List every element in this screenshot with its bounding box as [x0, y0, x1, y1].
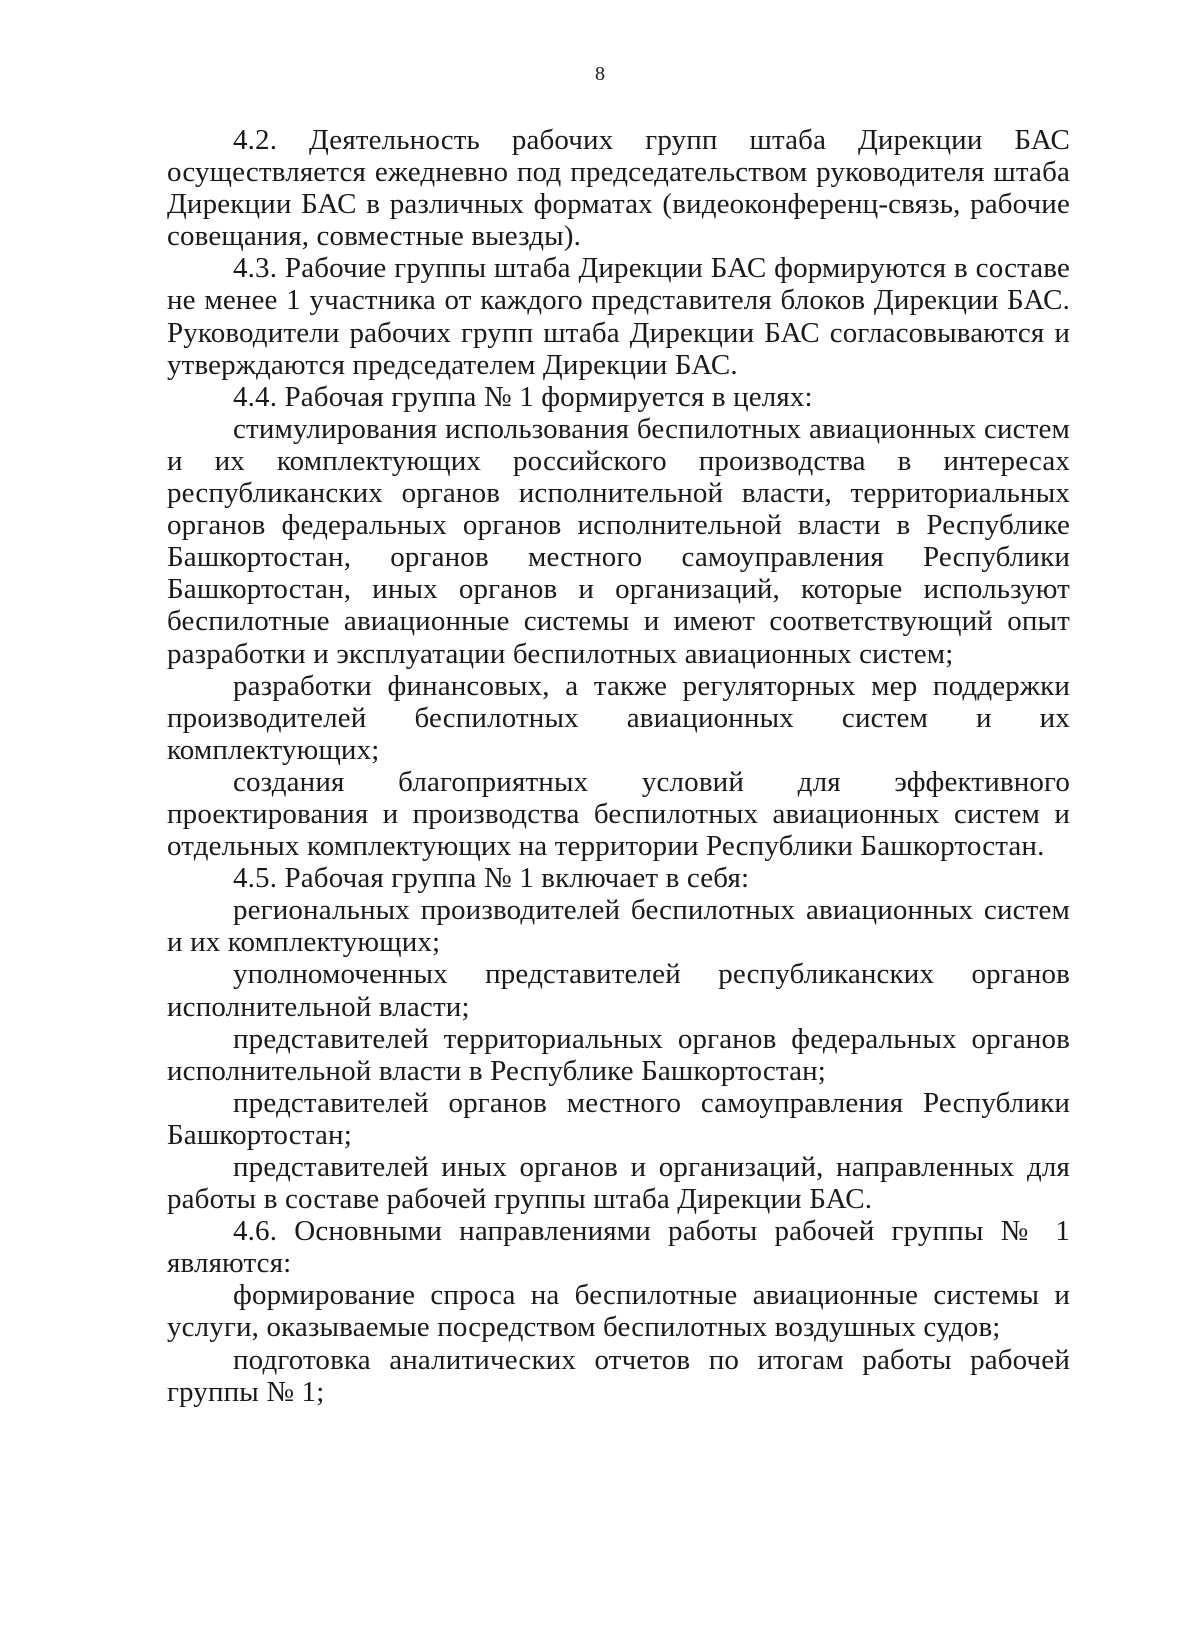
member-item-local-government: представителей органов местного самоуправления Республики Башкортостан; [167, 1086, 1070, 1151]
paragraph-4-6: 4.6. Основными направлениями работы рабочей группы № 1 являются: [167, 1215, 1070, 1280]
goal-item-favorable-conditions: создания благоприятных условий для эффективного проектирования и производства беспилотных авиационных систем и отдельных комплектующих на территории Республики Башкортостан. [167, 765, 1070, 863]
document-body [167, 124, 1070, 1408]
direction-item-reports: подготовка аналитических отчетов по итогам работы рабочей группы № 1; [167, 1343, 1070, 1408]
paragraph-4-5: 4.5. Рабочая группа № 1 включает в себя: [233, 862, 750, 895]
paragraph-4-2: 4.2. Деятельность рабочих групп штаба Дирекции БАС осуществляется ежедневно под председательством руководителя штаба Дирекции БАС в различных форматах (видеоконференц-связь, рабочие совещания, совместные выезды). [167, 124, 1070, 253]
paragraph-4-3: 4.3. Рабочие группы штаба Дирекции БАС формируются в составе не менее 1 участника от каждого представителя блоков Дирекции БАС. Руководители рабочих групп штаба Дирекции БАС согласовываются и утверждаются председателем Дирекции БАС. [167, 252, 1070, 381]
member-item-republic-authorities: уполномоченных представителей республиканских органов исполнительной власти; [167, 958, 1070, 1023]
paragraph-4-4: 4.4. Рабочая группа № 1 формируется в целях: [233, 380, 813, 413]
goal-item-stimulation: стимулирования использования беспилотных авиационных систем и их комплектующих российского производства в интересах республиканских органов исполнительной власти, территориальных органов федеральных органов исполнительной власти в Республике Башкортостан, органов местного самоуправления Республики Башкортостан, иных органов и организаций, которые используют беспилотные авиационные системы и имеют соответствующий опыт разработки и эксплуатации беспилотных авиационных систем; [167, 412, 1070, 670]
direction-item-demand: формирование спроса на беспилотные авиационные системы и услуги, оказываемые посредством беспилотных воздушных судов; [167, 1279, 1070, 1344]
page-number: 8 [595, 63, 605, 85]
member-item-other-organizations: представителей иных органов и организаций, направленных для работы в составе рабочей группы штаба Дирекции БАС. [167, 1151, 1070, 1216]
member-item-federal-authorities: представителей территориальных органов федеральных органов исполнительной власти в Республике Башкортостан; [167, 1022, 1070, 1087]
member-item-producers: региональных производителей беспилотных авиационных систем и их комплектующих; [167, 894, 1070, 959]
goal-item-support-measures: разработки финансовых, а также регуляторных мер поддержки производителей беспилотных авиационных систем и их комплектующих; [167, 669, 1070, 766]
